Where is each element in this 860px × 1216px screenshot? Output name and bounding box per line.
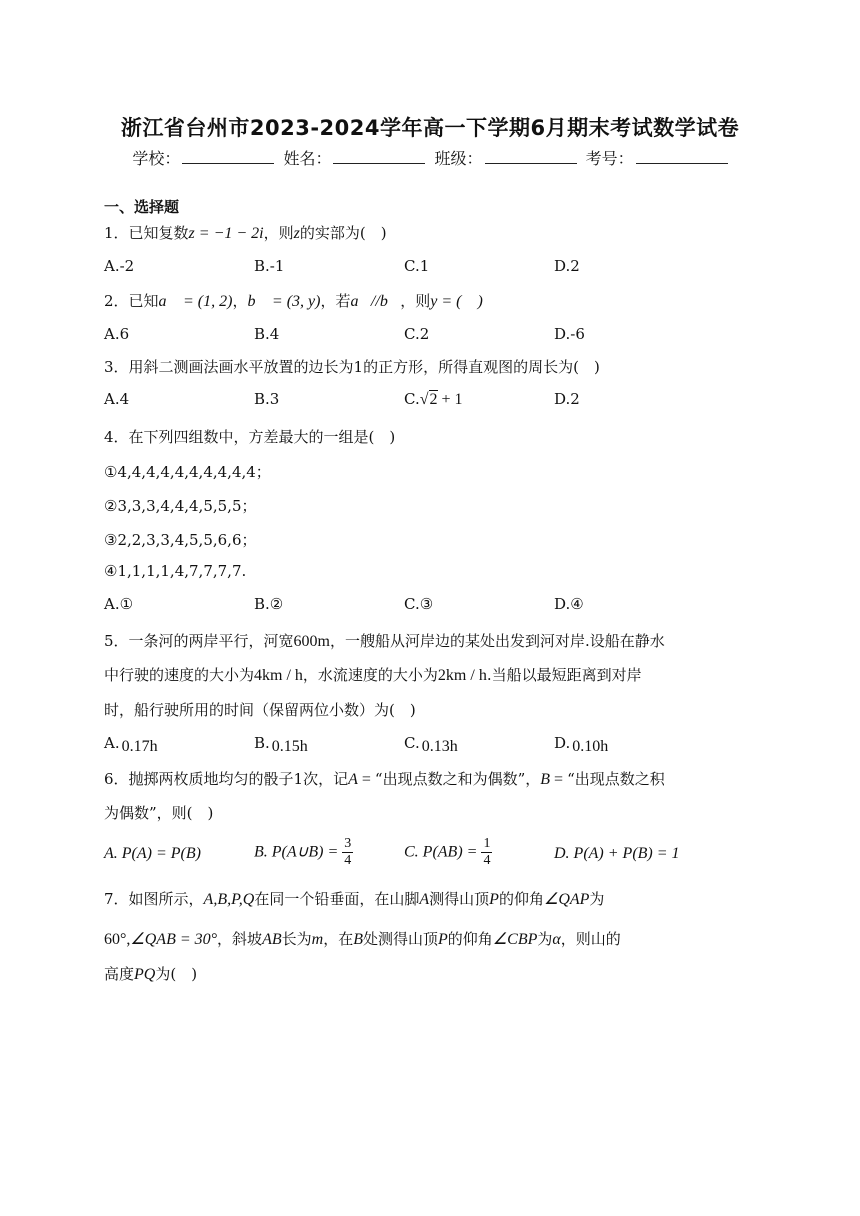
q5-text-e: .当船以最短距离到对岸: [486, 666, 642, 684]
q6-event-b: B: [540, 771, 551, 788]
q3-c-tail: + 1: [437, 391, 463, 408]
q6-text: 6．抛掷两枚质地均匀的骰子1次，记: [104, 770, 349, 788]
section-heading: 一、选择题: [104, 198, 180, 216]
q5-width: 600m: [293, 633, 330, 650]
q7-angle-cbp: ∠CBP: [492, 931, 538, 948]
q3-option-c-label: C.: [404, 390, 420, 408]
q5-text-c: 中行驶的速度的大小为: [104, 666, 255, 684]
q6-option-b-text: B. P(A∪B) =: [254, 843, 343, 861]
q2-text-b: ，若: [320, 292, 351, 310]
q7-text-m: 高度: [104, 965, 135, 983]
denominator: 4: [344, 853, 352, 868]
question-7-line-3: [104, 963, 197, 984]
q2-answer: y = ( ): [430, 293, 483, 310]
q7-text-g: 长为: [281, 930, 312, 948]
question-4: 4．在下列四组数中，方差最大的一组是( ): [104, 428, 396, 446]
q7-text-b: 在同一个铅垂面，在山脚: [254, 890, 420, 908]
q7-point-b: B: [353, 931, 363, 948]
q4-group-3: ③2,2,3,3,4,5,5,6,6；: [104, 531, 257, 549]
name-label: 姓名：: [283, 149, 332, 168]
q7-angle-qap: ∠QAP: [543, 891, 590, 908]
numerator: 3: [344, 836, 352, 851]
student-info-row: [0, 146, 860, 169]
exam-no-label: 考号：: [585, 149, 634, 168]
q1-option-b: B.-1: [254, 257, 285, 275]
question-1: [104, 222, 387, 243]
q4-option-b: B.②: [254, 595, 284, 613]
q4-option-a: A.①: [104, 595, 134, 613]
q7-text-d: 的仰角: [498, 890, 544, 908]
q5-option-c-key: C.: [404, 734, 420, 752]
q7-text-i: 处测得山顶: [362, 930, 438, 948]
question-6-line-2: 为偶数”，则( ): [104, 804, 214, 822]
q2-vector-b: b⃗ = (3, y): [247, 293, 321, 310]
q7-alpha: α: [552, 931, 561, 948]
q5-option-d: [554, 734, 608, 753]
q3-option-b: B.3: [254, 390, 280, 408]
q1-option-d: D.2: [554, 257, 580, 275]
q4-group-4: ④1,1,1,1,4,7,7,7,7.: [104, 562, 247, 580]
q1-option-c: C.1: [404, 257, 430, 275]
question-3: 3．用斜二测画法画水平放置的边长为1的正方形，所得直观图的周长为( ): [104, 358, 600, 376]
q5-option-b-key: B.: [254, 734, 270, 752]
q5-text-d: ，水流速度的大小为: [302, 666, 438, 684]
q2-text: 2．已知: [104, 292, 159, 310]
q7-text-e: 为: [589, 890, 605, 908]
q6-option-c: [404, 836, 492, 869]
question-5-line-1: [104, 630, 665, 651]
school-blank: [182, 149, 274, 164]
q5-speed-boat: 4km / h: [254, 667, 303, 684]
q7-text-l: ，则山的: [560, 930, 621, 948]
question-7-line-2: [104, 928, 621, 949]
q5-option-b-value: 0.15h: [271, 738, 308, 755]
q5-option-b: [254, 734, 308, 753]
q2-option-d: D.-6: [554, 325, 585, 343]
page-title: 浙江省台州市2023-2024学年高一下学期6月期末考试数学试卷: [120, 116, 740, 140]
question-6-line-1: [104, 768, 665, 789]
q2-text-c: ，则: [400, 292, 431, 310]
q5-option-d-key: D.: [554, 734, 571, 752]
q7-segment-pq: PQ: [134, 966, 156, 983]
q5-speed-water: 2km / h: [437, 667, 487, 684]
q7-point-p: P: [489, 891, 499, 908]
q3-option-c: [404, 390, 463, 409]
q3-radicand: 2: [429, 391, 438, 408]
q7-point-p-2: P: [438, 931, 448, 948]
q6-text-c: “出现点数之积: [567, 770, 665, 788]
q3-option-d: D.2: [554, 390, 580, 408]
q2-sep: ，: [232, 292, 248, 310]
q6-eq: =: [357, 771, 375, 788]
q1-text-b: ，则: [263, 224, 294, 242]
q2-vector-a: a⃗ = (1, 2): [158, 293, 233, 310]
class-blank: [485, 149, 577, 164]
q2-parallel: a⃗//b⃗: [350, 293, 401, 310]
q7-text-k: 为: [537, 930, 553, 948]
q7-text-f: ，斜坡: [217, 930, 263, 948]
q6-text-b: “出现点数之和为偶数”，: [374, 770, 541, 788]
question-5-line-3: 时，船行驶所用的时间（保留两位小数）为( ): [104, 701, 416, 719]
q4-group-2: ②3,3,3,4,4,4,5,5,5；: [104, 497, 257, 515]
q4-option-c: C.③: [404, 595, 434, 613]
q6-option-c-text: C. P(AB) =: [404, 843, 482, 861]
q4-option-d: D.④: [554, 595, 584, 613]
q7-length-m: m: [311, 931, 324, 948]
q7-60deg: 60°,: [104, 931, 131, 948]
q6-option-d-text: D. P(A) + P(B) = 1: [554, 845, 680, 862]
q5-option-a-value: 0.17h: [121, 738, 158, 755]
q6-option-b: [254, 836, 353, 869]
q5-option-a-key: A.: [104, 734, 120, 752]
q5-text: 5．一条河的两岸平行，河宽: [104, 632, 294, 650]
sqrt-symbol: √2: [419, 391, 438, 408]
school-label: 学校：: [132, 149, 181, 168]
question-2: [104, 288, 483, 311]
numerator: 1: [483, 836, 491, 851]
q1-var: z: [293, 225, 300, 242]
q5-option-a: [104, 734, 158, 753]
q3-option-a: A.4: [104, 390, 130, 408]
q5-option-d-value: 0.10h: [572, 738, 609, 755]
q7-point-a: A: [419, 891, 430, 908]
q7-points: A,B,P,Q: [203, 891, 255, 908]
exam-no-blank: [636, 149, 728, 164]
q5-option-c-value: 0.13h: [421, 738, 458, 755]
fraction: [481, 836, 492, 869]
q7-text-n: 为( ): [155, 965, 198, 983]
q6-option-a-text: A. P(A) = P(B): [104, 845, 201, 862]
class-label: 班级：: [434, 149, 483, 168]
q1-text-c: 的实部为( ): [299, 224, 387, 242]
question-7-line-1: [104, 888, 604, 909]
q7-text-h: ，在: [323, 930, 354, 948]
q2-option-a: A.6: [104, 325, 130, 343]
q6-eq-2: =: [550, 771, 568, 788]
denominator: 4: [483, 853, 491, 868]
q7-text-c: 测得山顶: [429, 890, 490, 908]
q1-text: 1．已知复数: [104, 224, 189, 242]
q4-group-1: ①4,4,4,4,4,4,4,4,4,4；: [104, 463, 271, 481]
q7-text-j: 的仰角: [447, 930, 493, 948]
q2-option-b: B.4: [254, 325, 280, 343]
q1-option-a: A.-2: [104, 257, 135, 275]
q6-option-a: [104, 844, 201, 863]
q5-option-c: [404, 734, 458, 753]
name-blank: [333, 149, 425, 164]
q7-segment-ab: AB: [262, 931, 282, 948]
q7-angle-qab: ∠QAB = 30°: [130, 931, 218, 948]
question-5-line-2: [104, 664, 642, 685]
q6-option-d: [554, 844, 680, 863]
q1-math: z = −1 − 2i: [188, 225, 264, 242]
q5-text-b: ，一艘船从河岸边的某处出发到河对岸.设船在静水: [330, 632, 665, 650]
fraction: [342, 836, 353, 869]
q2-option-c: C.2: [404, 325, 430, 343]
q6-event-a: A: [348, 771, 358, 788]
q7-text: 7．如图所示，: [104, 890, 204, 908]
